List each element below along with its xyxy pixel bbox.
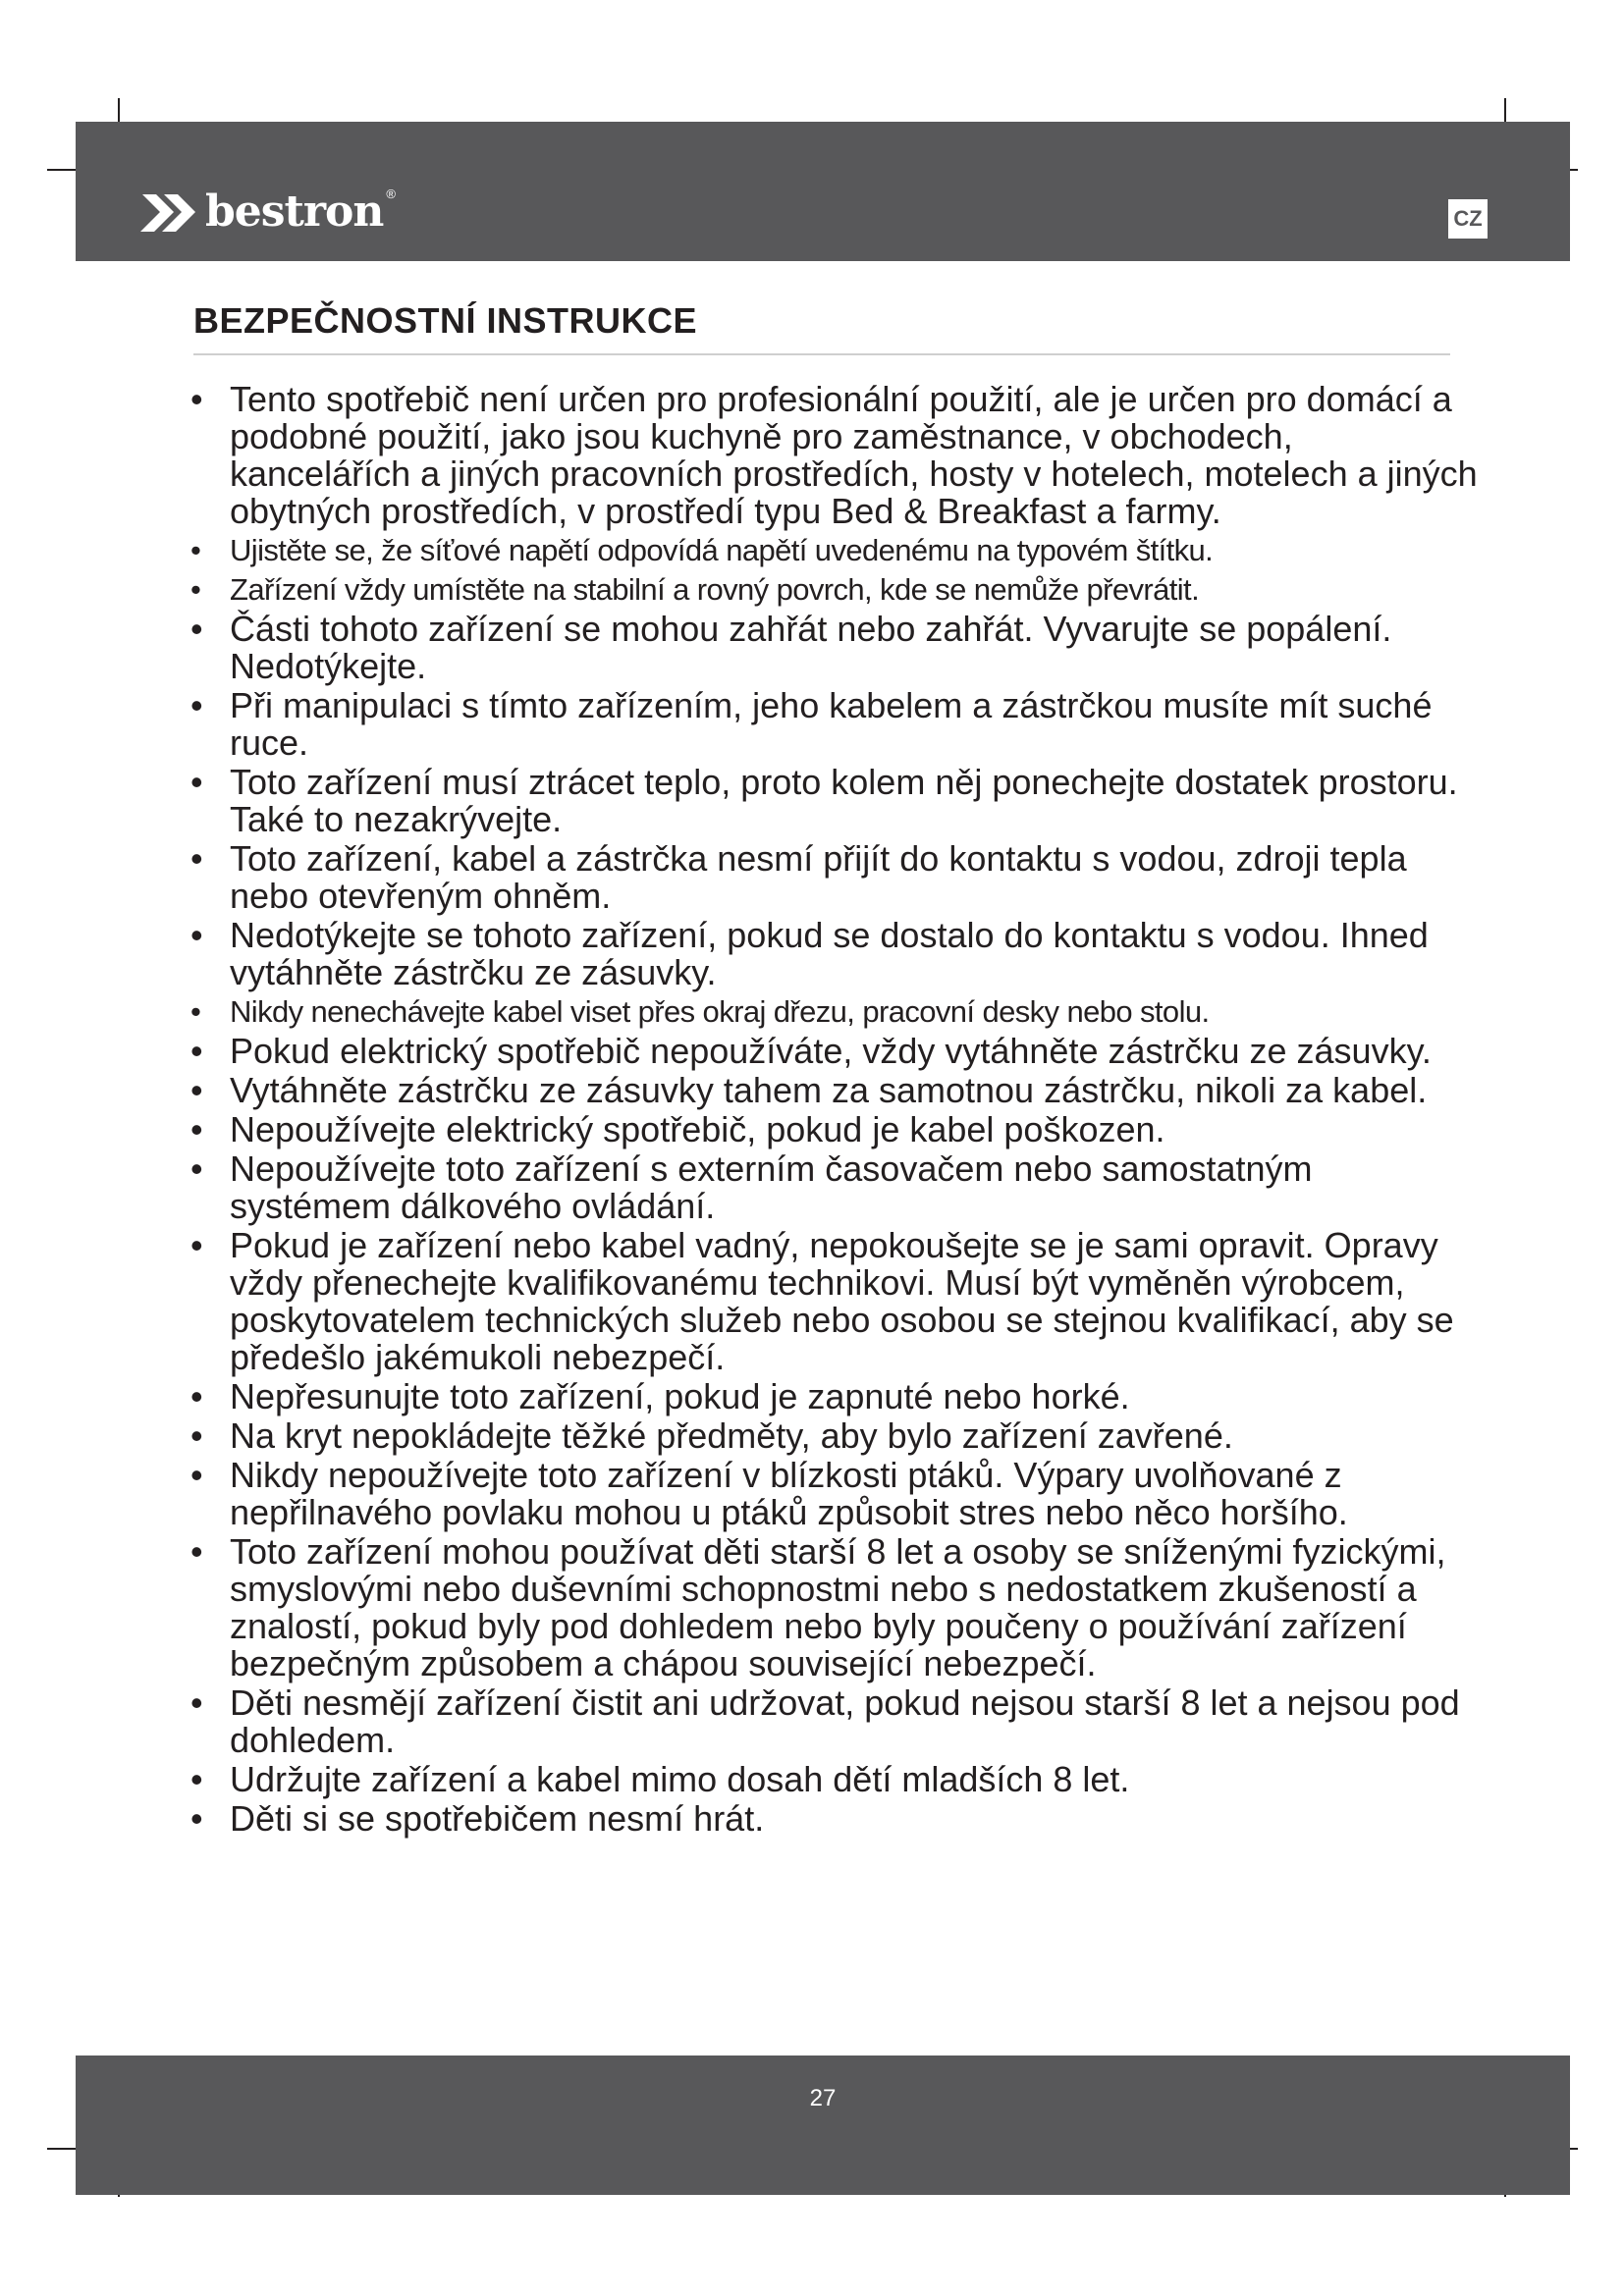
list-item: • Nedotýkejte se tohoto zařízení, pokud se dostalo do kontaktu s vodou. Ihned vytáhněte zástrčku ze zásuvky. <box>187 917 1483 991</box>
list-item: • Tento spotřebič není určen pro profesionální použití, ale je určen pro domácí a podobné použití, jako jsou kuchyně pro zaměstnance, v obchodech, kancelářích a jiných pracovních prostředích, hosty v hotelech, motelech a jiných obytných prostředích, v prostředí typu Bed & Breakfast a farmy. <box>187 381 1483 530</box>
header-bar <box>76 122 1570 261</box>
list-item: • Pokud je zařízení nebo kabel vadný, nepokoušejte se je sami opravit. Opravy vždy přenechejte kvalifikovanému technikovi. Musí být vyměněn výrobcem, poskytovatelem technických služeb nebo osobou se stejnou kvalifikací, aby se předešlo jakémukoli nebezpečí. <box>187 1227 1483 1376</box>
list-item: • Části tohoto zařízení se mohou zahřát nebo zahřát. Vyvarujte se popálení. Nedotýkejte. <box>187 611 1483 685</box>
section-title: BEZPEČNOSTNÍ INSTRUKCE <box>193 300 698 341</box>
language-badge: CZ <box>1448 199 1488 239</box>
list-item: • Nepřesunujte toto zařízení, pokud je zapnuté nebo horké. <box>187 1378 1483 1415</box>
title-divider <box>193 353 1450 355</box>
list-item: • Udržujte zařízení a kabel mimo dosah dětí mladších 8 let. <box>187 1761 1483 1798</box>
list-item: • Toto zařízení, kabel a zástrčka nesmí přijít do kontaktu s vodou, zdroji tepla nebo otevřeným ohněm. <box>187 840 1483 915</box>
list-item: • Při manipulaci s tímto zařízením, jeho kabelem a zástrčkou musíte mít suché ruce. <box>187 687 1483 762</box>
footer-bar <box>76 2056 1570 2195</box>
brand-chevron-icon <box>140 192 199 232</box>
list-item: • Toto zařízení mohou používat děti starší 8 let a osoby se sníženými fyzickými, smyslovými nebo duševními schopnostmi nebo s nedostatkem zkušeností a znalostí, pokud byly pod dohledem nebo byly poučeny o používání zařízení bezpečným způsobem a chápou související nebezpečí. <box>187 1533 1483 1682</box>
list-item: • Vytáhněte zástrčku ze zásuvky tahem za samotnou zástrčku, nikoli za kabel. <box>187 1072 1483 1109</box>
brand-logo <box>140 187 396 237</box>
list-item: • Nepoužívejte elektrický spotřebič, pokud je kabel poškozen. <box>187 1111 1483 1148</box>
list-item: • Zařízení vždy umístěte na stabilní a rovný povrch, kde se nemůže převrátit. <box>187 571 1483 609</box>
list-item: • Nikdy nenechávejte kabel viset přes okraj dřezu, pracovní desky nebo stolu. <box>187 993 1483 1031</box>
safety-instructions-list <box>187 381 1483 1840</box>
brand-name: bestron <box>205 187 384 237</box>
list-item: • Nepoužívejte toto zařízení s externím časovačem nebo samostatným systémem dálkového ovládání. <box>187 1150 1483 1225</box>
page-number: 27 <box>809 2085 837 2111</box>
list-item: • Na kryt nepokládejte těžké předměty, aby bylo zařízení zavřené. <box>187 1417 1483 1455</box>
list-item: • Děti si se spotřebičem nesmí hrát. <box>187 1800 1483 1838</box>
registered-mark: ® <box>386 187 396 201</box>
list-item: • Pokud elektrický spotřebič nepoužíváte, vždy vytáhněte zástrčku ze zásuvky. <box>187 1033 1483 1070</box>
list-item: • Ujistěte se, že síťové napětí odpovídá napětí uvedenému na typovém štítku. <box>187 532 1483 569</box>
list-item: • Nikdy nepoužívejte toto zařízení v blízkosti ptáků. Výpary uvolňované z nepřilnavého povlaku mohou u ptáků způsobit stres nebo něco horšího. <box>187 1457 1483 1531</box>
list-item: • Toto zařízení musí ztrácet teplo, proto kolem něj ponechejte dostatek prostoru. Také to nezakrývejte. <box>187 764 1483 838</box>
list-item: • Děti nesmějí zařízení čistit ani udržovat, pokud nejsou starší 8 let a nejsou pod dohledem. <box>187 1684 1483 1759</box>
